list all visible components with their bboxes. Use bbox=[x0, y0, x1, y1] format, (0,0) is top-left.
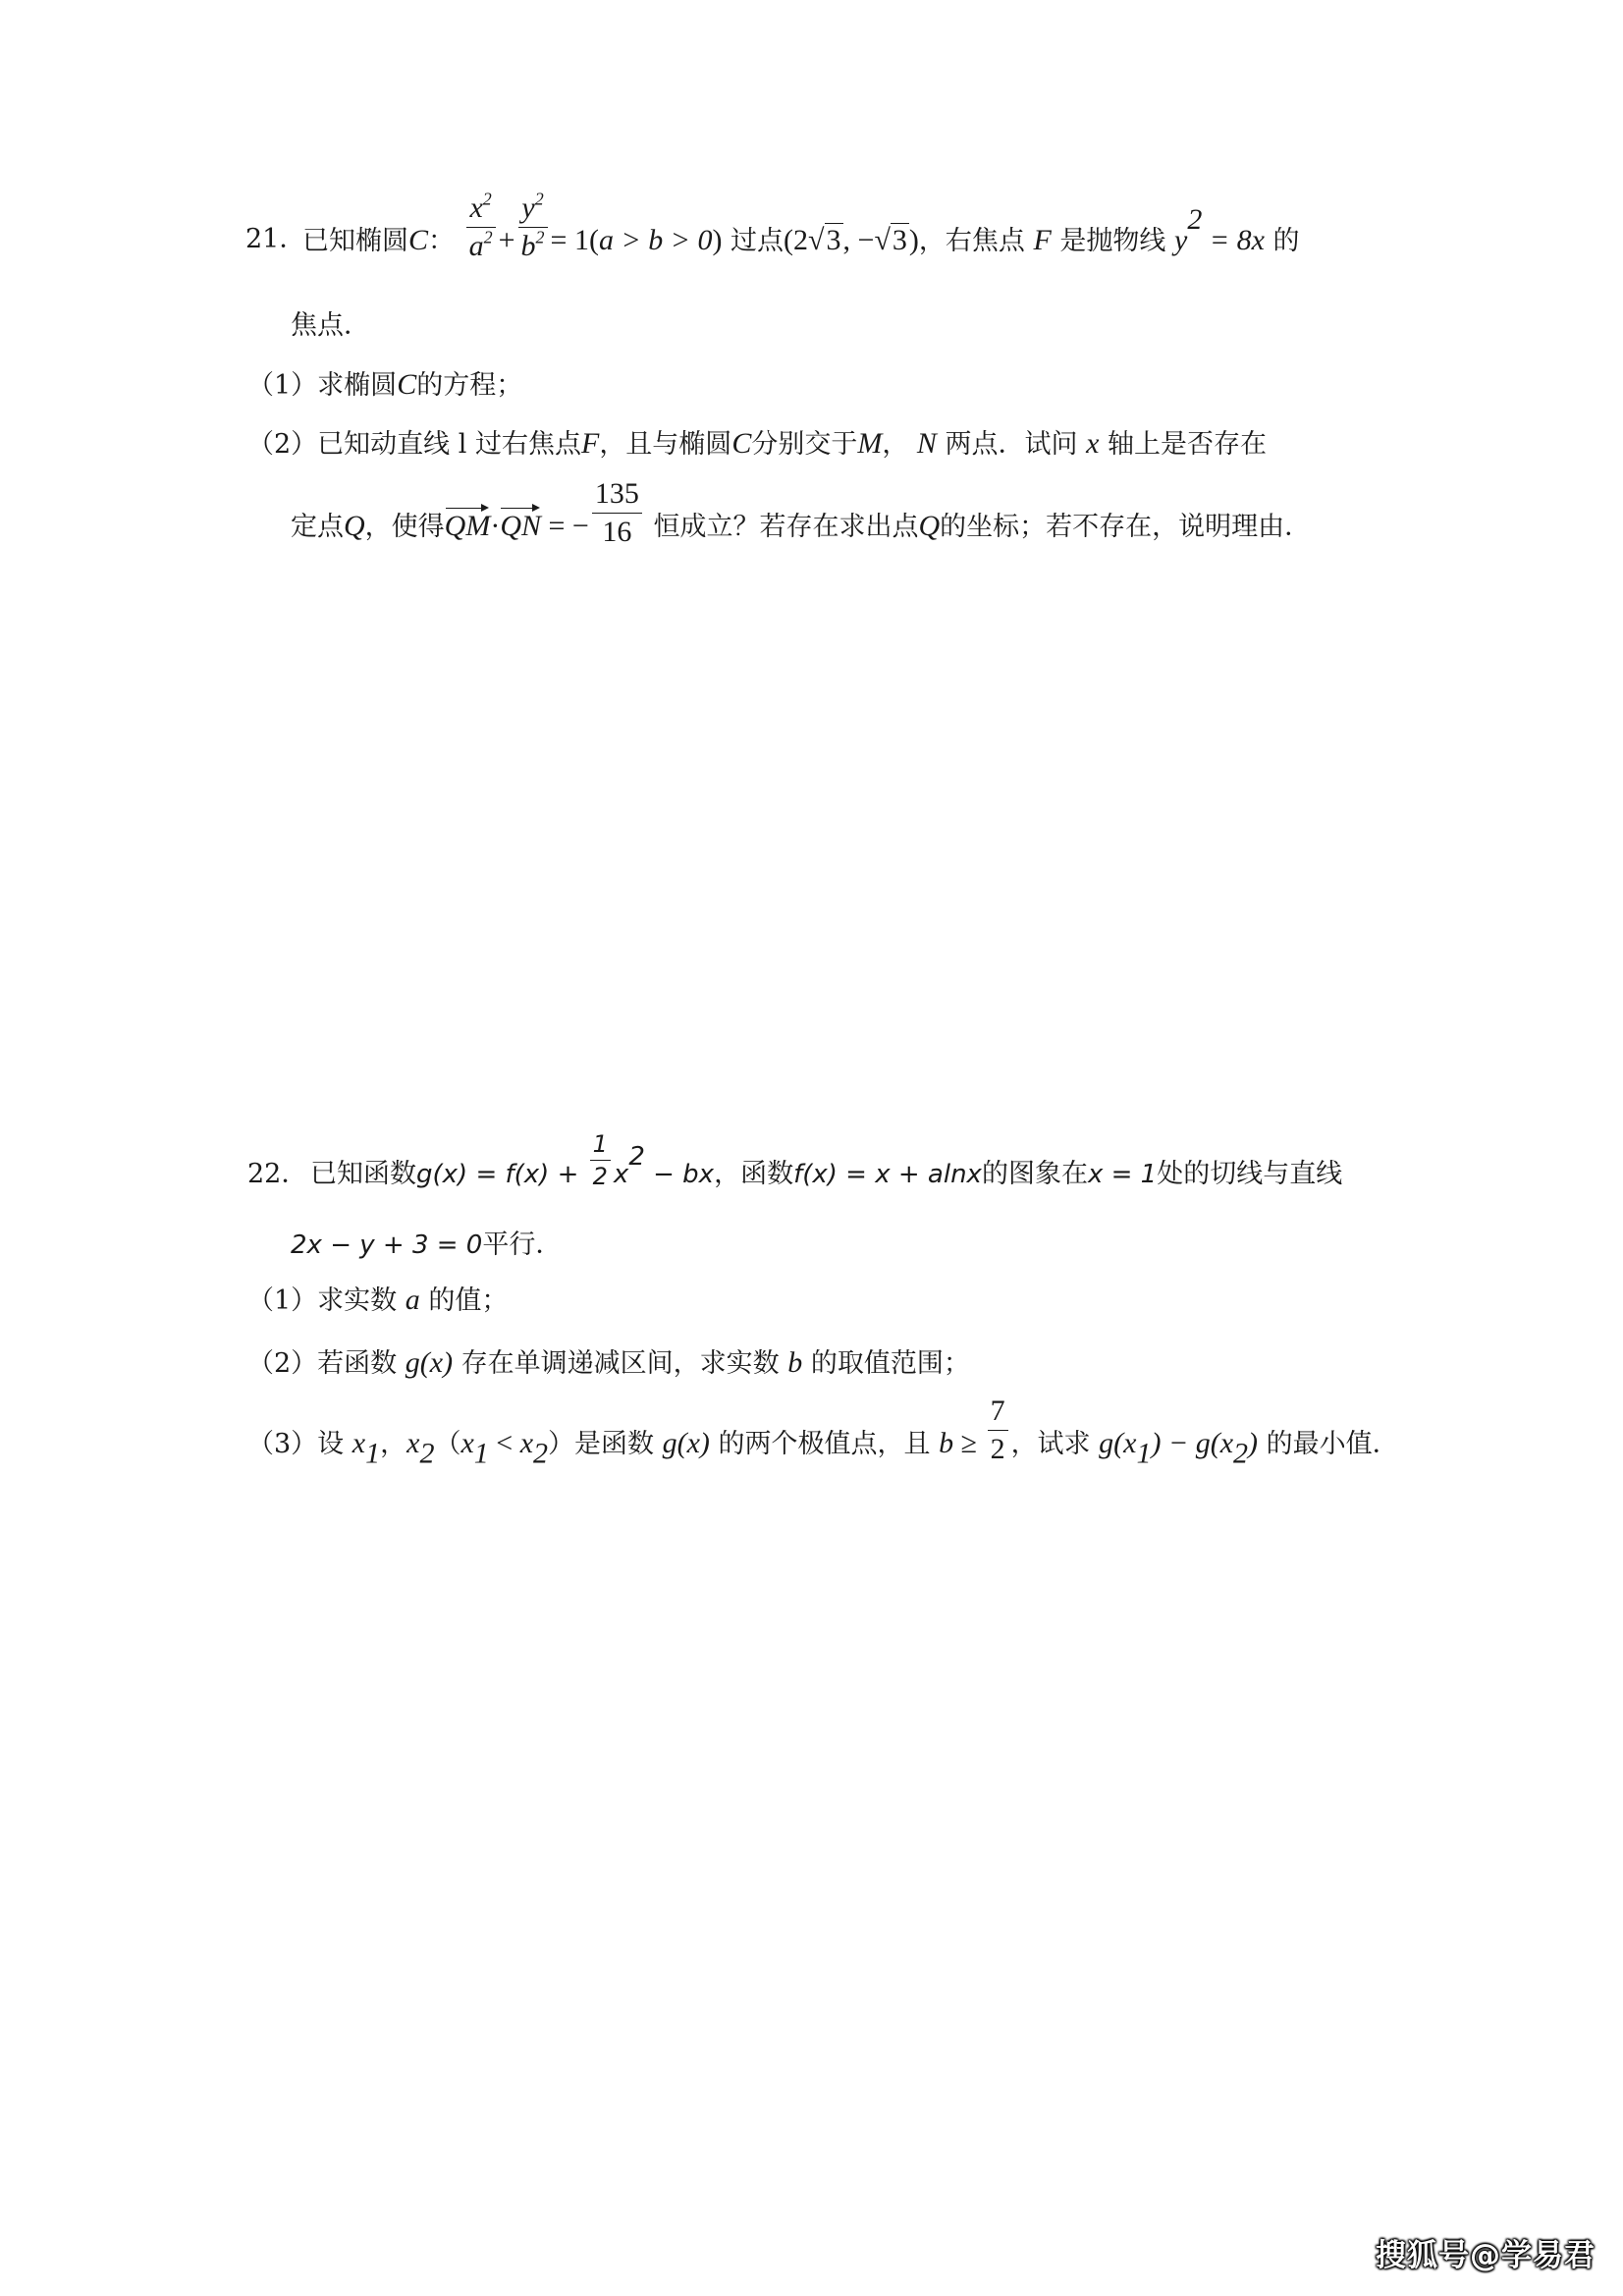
b-bound-fraction: $\frac{7}{2}$ bbox=[988, 1396, 1008, 1464]
g-definition: g(x) = f(x) + $\frac{1}{2}$ $x^2$ − bx bbox=[416, 1130, 715, 1190]
watermark: 搜狐号@学易君 bbox=[1376, 2238, 1596, 2273]
vector-QM: QM bbox=[445, 507, 491, 546]
vector-QN: QN bbox=[500, 507, 541, 546]
f-definition: f(x) = x + alnx bbox=[793, 1160, 982, 1189]
q22-number: 22． bbox=[247, 1159, 308, 1189]
exam-page: 21． 已知椭圆C： $\frac{x^2}{a^2}$ + $\frac{y^2}{b^2}$ = 1(a > b > 0) 过点(2√3, −√3)，右焦点 F 是抛物线 $y^2 = 8x$ 的 焦点． （1）求椭圆C的方程； （2）已知动直线 l 过右焦点F，且与椭圆C分别交于M， N 两点．试问 x 轴上是否存在 定点Q，使得QM·QN = − $\frac{135}{16}$ 恒成立？若存在求出点Q的坐标；若不存在，说明理由． 22． 已知函数g(x) = f(x) + $\frac{1}{2}$ $x^2$ − bx，函数f(x) = x + alnx的图象在x = 1处的切线与直线 2x − y + 3 = 0平行． （1）求实数 a 的值； （2）若函数 g(x) 存在单调递减区间，求实数 b 的取值范围； （3）设 $x_1$，$x_2(x_1 < x_2)$是函数 g(x) 的两个极值点，且 b ≥ $\frac{7}{2}$ ，试求 $g(x_1) - g(x_2)$ 的最小值． 搜狐号@学易君 bbox=[245, 189, 1596, 2273]
point-coordinates: (2√3, −√3) bbox=[784, 224, 919, 256]
q21-number: 21． bbox=[245, 224, 306, 254]
difference-expression: $g(x_1) - g(x_2)$ bbox=[1099, 1427, 1259, 1470]
parabola-equation: $y^2 = 8x$ bbox=[1174, 203, 1265, 256]
ellipse-y-fraction: $\frac{y^2}{b^2}$ bbox=[518, 193, 548, 261]
constant-fraction: $\frac{135}{16}$ bbox=[592, 479, 642, 547]
line-equation: 2x − y + 3 = 0 bbox=[291, 1230, 483, 1260]
ellipse-x-fraction: $\frac{x^2}{a^2}$ bbox=[466, 193, 496, 261]
